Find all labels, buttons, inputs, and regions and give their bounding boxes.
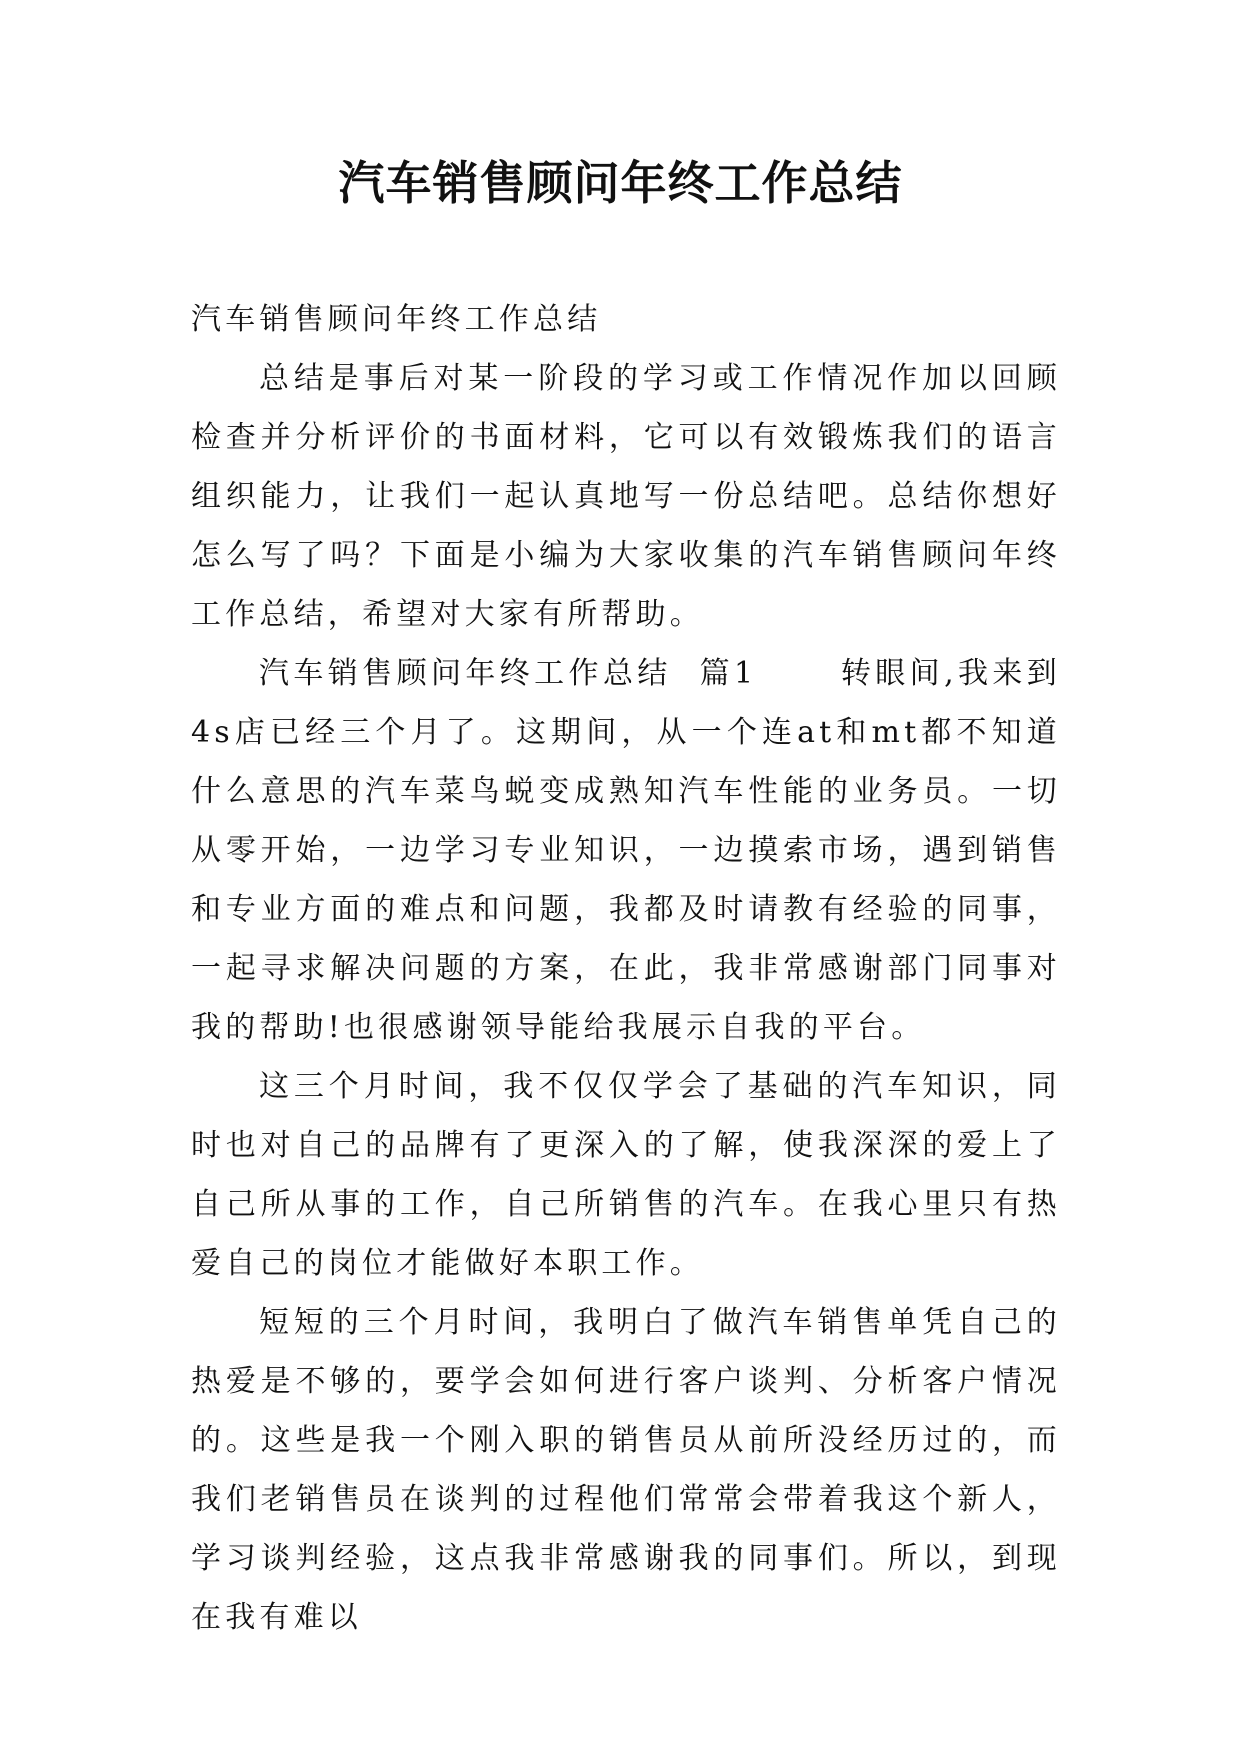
paragraph: 总结是事后对某一阶段的学习或工作情况作加以回顾检查并分析评价的书面材料，它可以有效锻炼我们的语言组织能力，让我们一起认真地写一份总结吧。总结你想好怎么写了吗？下面是小编为大家收集的汽车销售顾问年终工作总结，希望对大家有所帮助。 (191, 361, 1061, 632)
paragraph: 汽车销售顾问年终工作总结 篇1 转眼间,我来到4s店已经三个月了。这期间，从一个连at和mt都不知道什么意思的汽车菜鸟蜕变成熟知汽车性能的业务员。一切从零开始，一边学习专业知识，一边摸索市场，遇到销售和专业方面的难点和问题，我都及时请教有经验的同事，一起寻求解决问题的方案，在此，我非常感谢部门同事对我的帮助!也很感谢领导能给我展示自我的平台。 (191, 656, 1061, 1045)
paragraph: 这三个月时间，我不仅仅学会了基础的汽车知识，同时也对自己的品牌有了更深入的了解，使我深深的爱上了自己所从事的工作，自己所销售的汽车。在我心里只有热爱自己的岗位才能做好本职工作。 (191, 1069, 1061, 1281)
document-body (191, 290, 1061, 1647)
document-subtitle: 汽车销售顾问年终工作总结 (191, 302, 602, 337)
paragraph: 短短的三个月时间，我明白了做汽车销售单凭自己的热爱是不够的，要学会如何进行客户谈判、分析客户情况的。这些是我一个刚入职的销售员从前所没经历过的，而我们老销售员在谈判的过程他们常常会带着我这个新人，学习谈判经验，这点我非常感谢我的同事们。所以，到现在我有难以 (191, 1305, 1061, 1635)
document-title: 汽车销售顾问年终工作总结 (338, 156, 903, 210)
